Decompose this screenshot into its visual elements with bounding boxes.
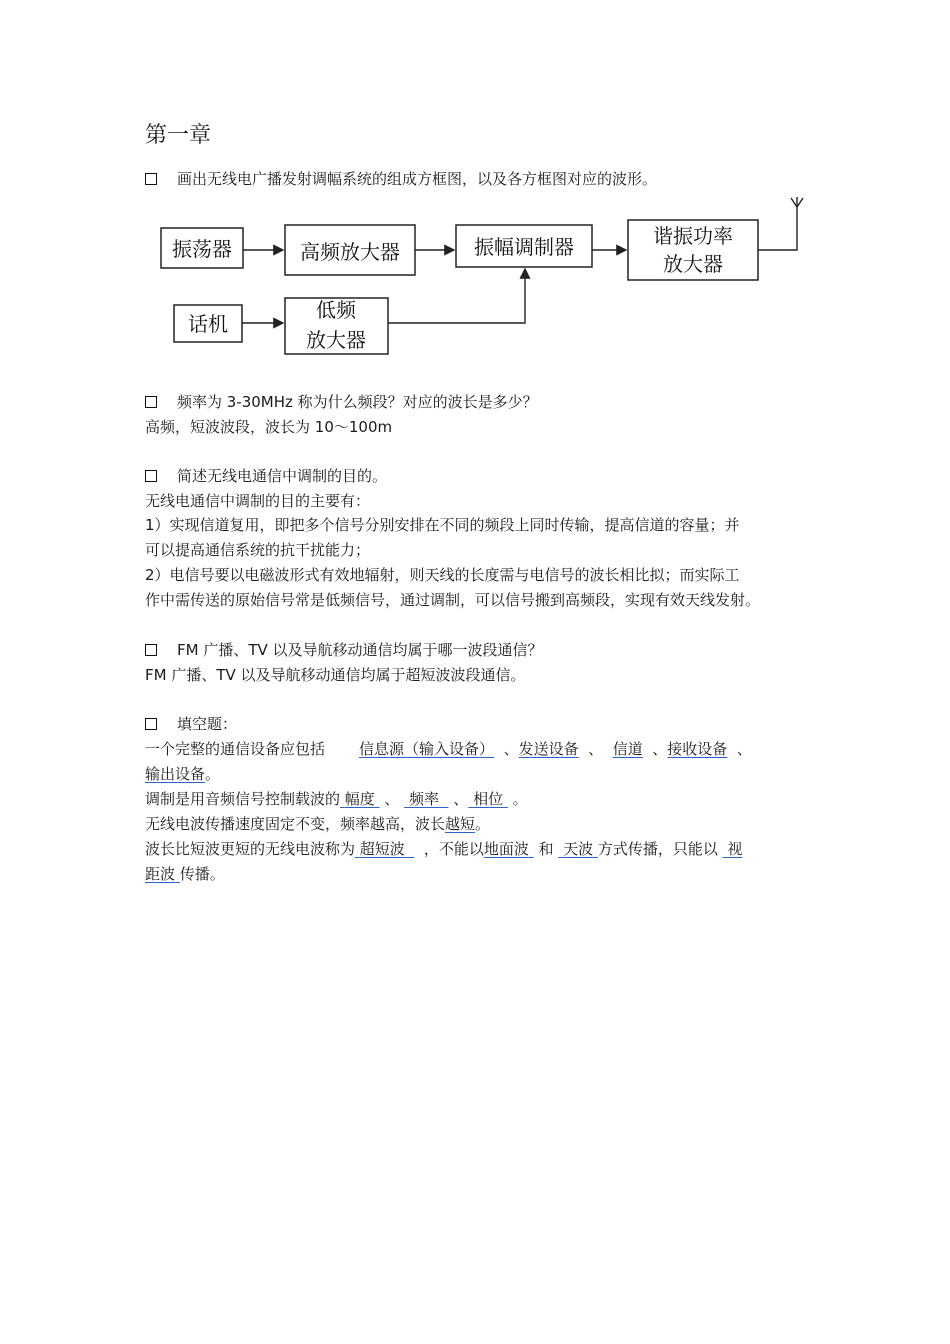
checkbox-icon	[145, 644, 157, 656]
checkbox-icon	[145, 470, 157, 482]
blank-answer: 幅度	[344, 790, 375, 808]
microphone-label: 话机	[188, 312, 228, 336]
answer-3-line-4: 2）电信号要以电磁波形式有效地辐射，则天线的长度需与电信号的波长相比拟；而实际工	[145, 566, 740, 584]
blank-answer: 频率	[408, 790, 439, 808]
blank-answer: 信息源（输入设备）	[359, 740, 495, 758]
question-1	[145, 168, 657, 189]
fill-line-2: 输出设备。	[145, 765, 221, 783]
res-amp-label-line1: 谐振功率	[653, 224, 733, 248]
hf-amp-label: 高频放大器	[300, 240, 400, 264]
answer-4: FM 广播、TV 以及导航移动通信均属于超短波波段通信。	[145, 666, 526, 684]
question-text: 填空题：	[177, 715, 238, 733]
antenna-icon	[791, 197, 803, 207]
blank-answer: 视	[727, 840, 743, 858]
checkbox-icon	[145, 718, 157, 730]
oscillator-label: 振荡器	[172, 237, 232, 261]
question-2	[145, 391, 538, 412]
blank-answer: 接收设备	[667, 740, 728, 758]
checkbox-icon	[145, 396, 157, 408]
question-5	[145, 713, 237, 734]
res-amp-label-line2: 放大器	[663, 252, 723, 276]
lf-amp-label-line2: 放大器	[306, 328, 366, 352]
question-text: 画出无线电广播发射调幅系统的组成方框图，以及各方框图对应的波形。	[177, 170, 658, 188]
blank-answer: 发送设备	[518, 740, 579, 758]
blank-answer: 相位	[473, 790, 504, 808]
blank-answer: 越短	[445, 815, 476, 833]
blank-answer: 信道	[612, 740, 643, 758]
answer-3-line-3: 可以提高通信系统的抗干扰能力；	[145, 541, 371, 559]
question-4	[145, 639, 543, 660]
question-text: 简述无线电通信中调制的目的。	[177, 467, 388, 485]
fill-line-5: 波长比短波更短的无线电波称为 超短波 ，不能以地面波 和 天波 方式传播，只能以 视	[145, 840, 743, 858]
question-text: 频率为 3-30MHz 称为什么频段？对应的波长是多少？	[177, 393, 538, 411]
answer-3-line-5: 作中需传送的原始信号常是低频信号，通过调制，可以信号搬到高频段，实现有效天线发射。	[145, 591, 761, 609]
question-text: FM 广播、TV 以及导航移动通信均属于哪一波段通信？	[177, 641, 543, 659]
lf-amp-label-line1: 低频	[316, 298, 356, 322]
blank-answer: 输出设备	[145, 765, 206, 783]
checkbox-icon	[145, 173, 157, 185]
question-3	[145, 465, 387, 486]
blank-answer: 超短波	[359, 840, 405, 858]
blank-answer: 天波	[563, 840, 594, 858]
answer-2: 高频，短波波段，波长为 10～100m	[145, 418, 393, 436]
answer-3-line-1: 无线电通信中调制的目的主要有：	[145, 492, 371, 510]
fill-line-6: 距波 传播。	[145, 865, 225, 883]
answer-3-line-2: 1）实现信道复用，即把多个信号分别安排在不同的频段上同时传输，提高信道的容量；并	[145, 516, 740, 534]
blank-answer: 地面波	[483, 840, 529, 858]
block-diagram	[140, 195, 820, 365]
am-modulator-label: 振幅调制器	[474, 235, 574, 259]
fill-line-3: 调制是用音频信号控制载波的 幅度 、 频率 、 相位 。	[145, 790, 528, 808]
fill-line-1: 一个完整的通信设备应包括 信息源（输入设备） 、发送设备 、 信道 、接收设备 、	[145, 740, 752, 758]
fill-line-4: 无线电波传播速度固定不变，频率越高，波长越短。	[145, 815, 491, 833]
chapter-title: 第一章	[145, 123, 212, 148]
blank-answer: 距波	[145, 865, 176, 883]
